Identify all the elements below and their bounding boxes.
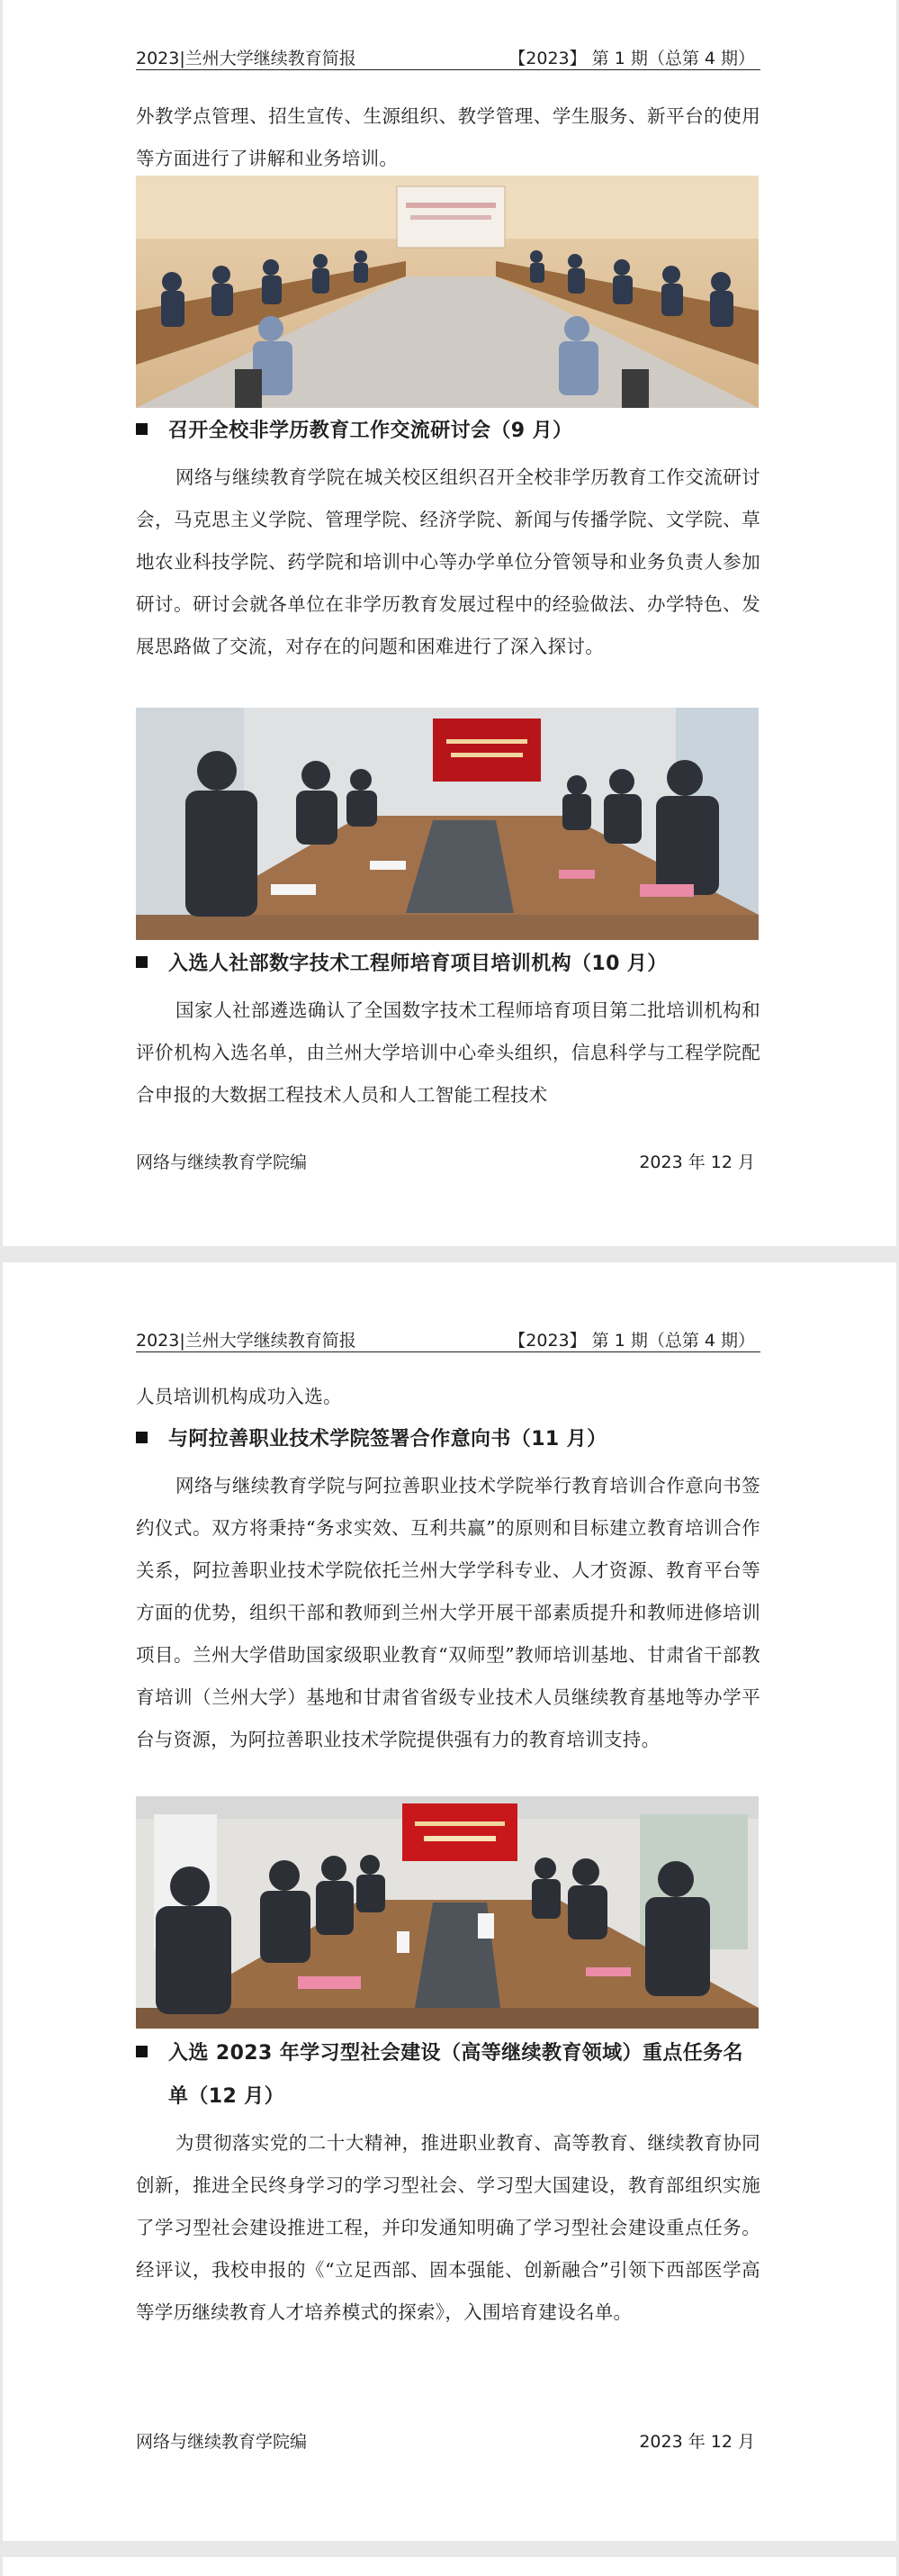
page-footer bbox=[136, 1149, 760, 1173]
section-3-paragraph: 网络与继续教育学院与阿拉善职业技术学院举行教育培训合作意向书签约仪式。双方将秉持“务求实效、互利共赢”的原则和目标建立教育培训合作关系，阿拉善职业技术学院依托兰州大学学科专业、人才资源、教育平台等方面的优势，组织干部和教师到兰州大学开展干部素质提升和教师进修培训项目。兰州大学借助国家级职业教育“双师型”教师培训基地、甘肃省干部教育培训（兰州大学）基地和甘肃省省级专业技术人员继续教育基地等办学平台与资源，为阿拉善职业技术学院提供强有力的教育培训支持。 bbox=[136, 1475, 760, 1750]
page-footer bbox=[136, 2428, 760, 2453]
section-3-title: 与阿拉善职业技术学院签署合作意向书（11 月） bbox=[136, 1418, 760, 1461]
header-issue: 【2023】 第 1 期（总第 4 期） bbox=[508, 49, 755, 68]
intro-paragraph: 外教学点管理、招生宣传、生源组织、教学管理、学生服务、新平台的使用等方面进行了讲解和业务培训。 bbox=[136, 105, 760, 169]
section-2-title: 入选人社部数字技术工程师培育项目培训机构（10 月） bbox=[136, 943, 760, 986]
header-issue: 【2023】 第 1 期（总第 4 期） bbox=[508, 1331, 755, 1351]
section-2-paragraph: 国家人社部遴选确认了全国数字技术工程师培育项目第二批培训机构和评价机构入选名单，由兰州大学培训中心牵头组织，信息科学与工程学院配合申报的大数据工程技术人员和人工智能工程技术 bbox=[136, 999, 760, 1106]
square-bullet-icon bbox=[136, 423, 148, 435]
section-4-paragraph: 为贯彻落实党的二十大精神，推进职业教育、高等教育、继续教育协同创新，推进全民终身学习的学习型社会、学习型大国建设，教育部组织实施了学习型社会建设推进工程，并印发通知明确了学习型社会建设重点任务。经评议，我校申报的《“立足西部、固本强能、创新融合”引领下西部医学高等学历继续教育人才培养模式的探索》，入围培育建设名单。 bbox=[136, 2132, 760, 2323]
continued-paragraph: 人员培训机构成功入选。 bbox=[136, 1386, 342, 1407]
intro-text-block bbox=[136, 95, 760, 180]
section-3 bbox=[136, 1376, 760, 1761]
header-title: 2023|兰州大学继续教育简报 bbox=[136, 1331, 356, 1351]
footer-publisher: 网络与继续教育学院编 bbox=[136, 1152, 308, 1172]
page-header bbox=[136, 1324, 760, 1352]
section-4 bbox=[136, 2032, 760, 2334]
section-2 bbox=[136, 943, 760, 1116]
footer-date: 2023 年 12 月 bbox=[639, 2432, 755, 2452]
square-bullet-icon bbox=[136, 956, 148, 968]
header-title: 2023|兰州大学继续教育简报 bbox=[136, 49, 356, 68]
next-page-edge bbox=[3, 2557, 896, 2576]
section-1-title: 召开全校非学历教育工作交流研讨会（9 月） bbox=[136, 410, 760, 453]
section-1-paragraph: 网络与继续教育学院在城关校区组织召开全校非学历教育工作交流研讨会，马克思主义学院、管理学院、经济学院、新闻与传播学院、文学院、草地农业科技学院、药学院和培训中心等办学单位分管领导和业务负责人参加研讨。研讨会就各单位在非学历教育发展过程中的经验做法、办学特色、发展思路做了交流，对存在的问题和困难进行了深入探讨。 bbox=[136, 466, 760, 657]
footer-date: 2023 年 12 月 bbox=[639, 1152, 755, 1172]
square-bullet-icon bbox=[136, 2046, 148, 2057]
meeting-photo-seminar bbox=[136, 708, 759, 940]
footer-publisher: 网络与继续教育学院编 bbox=[136, 2432, 308, 2452]
section-1 bbox=[136, 410, 760, 668]
meeting-photo-training bbox=[136, 176, 759, 408]
meeting-photo-signing bbox=[136, 1796, 759, 2029]
section-4-title: 入选 2023 年学习型社会建设（高等继续教育领域）重点任务名单（12 月） bbox=[136, 2032, 760, 2119]
page-header bbox=[136, 41, 760, 70]
square-bullet-icon bbox=[136, 1432, 148, 1443]
